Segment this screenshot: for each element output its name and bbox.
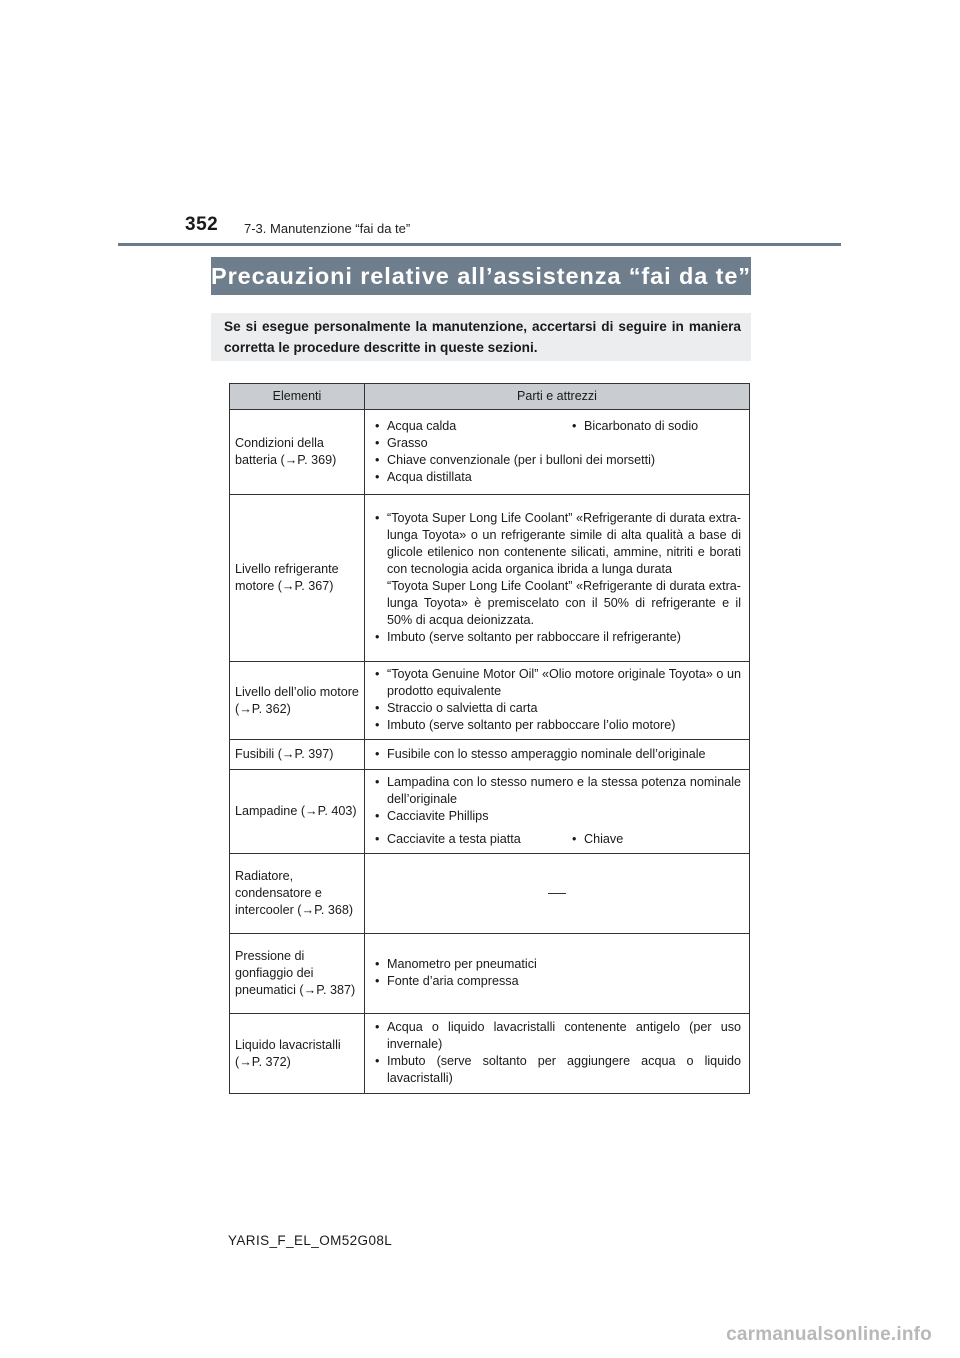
bullet-list xyxy=(373,666,741,734)
bullet-list xyxy=(373,746,741,763)
bullet-item: • Acqua o liquido lavacristalli contenente antigelo (per uso invernale) xyxy=(373,1019,741,1053)
page-number: 352 xyxy=(185,214,219,235)
parts-cell xyxy=(365,770,750,854)
parts-cell xyxy=(365,410,750,495)
item-cell: Radiatore, condensatore e intercooler (→P. 368) xyxy=(230,854,365,934)
table-row xyxy=(230,934,750,1014)
bullet-list xyxy=(373,510,741,646)
column-header-parts: Parti e attrezzi xyxy=(365,384,750,410)
bullet-item: • Cacciavite a testa piatta xyxy=(373,831,570,848)
item-cell: Livello dell’olio motore (→P. 362) xyxy=(230,662,365,740)
table-row xyxy=(230,1014,750,1094)
bullet-item: • Imbuto (serve soltanto per aggiungere acqua o liquido lavacristalli) xyxy=(373,1053,741,1087)
parts-cell xyxy=(365,495,750,662)
bullet-item: • Chiave convenzionale (per i bulloni dei morsetti) xyxy=(373,452,741,469)
bullet-item: • Imbuto (serve soltanto per rabboccare il refrigerante) xyxy=(373,629,741,646)
bullet-item: • Acqua calda xyxy=(373,418,570,435)
bullet-list xyxy=(373,774,741,825)
section-label: 7-3. Manutenzione “fai da te” xyxy=(244,221,411,236)
intro-text: Se si esegue personalmente la manutenzione, accertarsi di seguire in maniera corretta le procedure descritte in queste sezioni. xyxy=(211,313,751,361)
bullet-item: • Fusibile con lo stesso amperaggio nominale dell’originale xyxy=(373,746,741,763)
bullet-list xyxy=(373,956,741,990)
header-rule xyxy=(118,243,841,246)
coolant-description: “Toyota Super Long Life Coolant” «Refrigerante di durata extra-lunga Toyota» o un refrigerante simile di alta qualità a base di glicole etilenico non contenente silicati, ammine, nitriti e borati con tecnologia acida organica ibrida a lunga durata xyxy=(387,510,741,576)
bullet-item: • Fonte d’aria compressa xyxy=(373,973,741,990)
coolant-note: “Toyota Super Long Life Coolant” «Refrigerante di durata extra-lunga Toyota» è premiscelato con il 50% di refrigerante e il 50% di acqua deionizzata. xyxy=(387,578,741,627)
watermark: carmanualsonline.info xyxy=(726,1324,932,1345)
item-cell: Lampadine (→P. 403) xyxy=(230,770,365,854)
table-header-row xyxy=(230,384,750,410)
item-cell: Liquido lavacristalli (→P. 372) xyxy=(230,1014,365,1094)
parts-cell xyxy=(365,934,750,1014)
table-row xyxy=(230,662,750,740)
table-row xyxy=(230,854,750,934)
parts-table xyxy=(229,383,750,1094)
bullet-item: • Lampadina con lo stesso numero e la stessa potenza nominale dell’originale xyxy=(373,774,741,808)
bullet-item: • Straccio o salvietta di carta xyxy=(373,700,741,717)
bullet-item: • Grasso xyxy=(373,435,741,452)
bullet-item: • Imbuto (serve soltanto per rabboccare l’olio motore) xyxy=(373,717,741,734)
parts-cell xyxy=(365,1014,750,1094)
parts-cell xyxy=(365,662,750,740)
column-header-items: Elementi xyxy=(230,384,365,410)
table-row xyxy=(230,740,750,770)
parts-cell xyxy=(365,740,750,770)
table-row xyxy=(230,495,750,662)
empty-dash xyxy=(548,893,566,894)
bullet-item: • Chiave xyxy=(570,831,623,848)
bullet-item: • Acqua distillata xyxy=(373,469,741,486)
bullet-item xyxy=(373,510,741,629)
parts-cell xyxy=(365,854,750,934)
item-cell: Livello refrigerante motore (→P. 367) xyxy=(230,495,365,662)
bullet-pair xyxy=(373,418,741,435)
item-cell: Fusibili (→P. 397) xyxy=(230,740,365,770)
page-title: Precauzioni relative all’assistenza “fai da te” xyxy=(211,257,751,295)
bullet-pair xyxy=(373,831,741,848)
bullet-item: • Bicarbonato di sodio xyxy=(570,418,698,435)
table-row xyxy=(230,410,750,495)
bullet-list xyxy=(373,435,741,486)
item-cell: Pressione di gonfiaggio dei pneumatici (→P. 387) xyxy=(230,934,365,1014)
bullet-item: • Cacciavite Phillips xyxy=(373,808,741,825)
bullet-item: • Manometro per pneumatici xyxy=(373,956,741,973)
bullet-item: • “Toyota Genuine Motor Oil” «Olio motore originale Toyota» o un prodotto equivalente xyxy=(373,666,741,700)
table-row xyxy=(230,770,750,854)
item-cell: Condizioni della batteria (→P. 369) xyxy=(230,410,365,495)
bullet-list xyxy=(373,1019,741,1087)
document-code: YARIS_F_EL_OM52G08L xyxy=(228,1233,393,1248)
